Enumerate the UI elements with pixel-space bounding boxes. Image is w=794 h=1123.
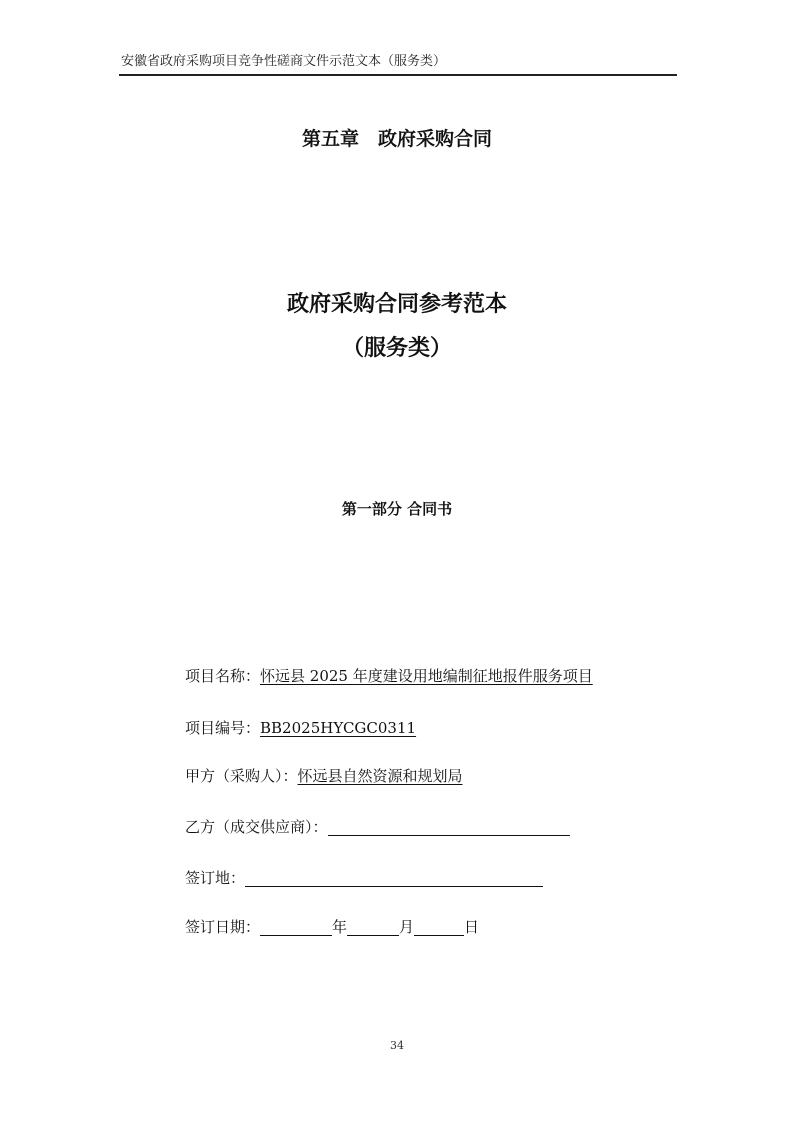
project-number-field: [185, 718, 416, 738]
sign-date-month-label: 月: [399, 918, 415, 936]
sign-date-day-label: 日: [464, 918, 480, 936]
sign-date-label: 签订日期：: [185, 918, 261, 936]
project-name-value: 怀远县 2025 年度建设用地编制征地报件服务项目: [260, 667, 593, 685]
sign-date-day-blank: [414, 919, 464, 936]
party-a-field: [185, 766, 463, 786]
party-b-field: [185, 817, 570, 837]
sign-place-blank-line: [245, 870, 543, 887]
sign-date-year-blank: [260, 919, 332, 936]
sign-date-month-blank: [347, 919, 399, 936]
chapter-title: 第五章 政府采购合同: [301, 128, 492, 150]
sign-place-field: [185, 868, 543, 888]
project-number-value: BB2025HYCGC0311: [260, 719, 417, 737]
part-title: 第一部分 合同书: [341, 500, 453, 518]
party-b-blank-line: [328, 819, 570, 836]
sign-date-year-label: 年: [332, 918, 348, 936]
page-header-text: 安徽省政府采购项目竞争性磋商文件示范文本（服务类）: [121, 54, 447, 69]
document-subtitle: （服务类）: [341, 335, 452, 361]
project-number-label: 项目编号：: [185, 719, 261, 737]
sign-place-label: 签订地：: [185, 869, 246, 887]
page-header: [119, 54, 677, 76]
party-b-label: 乙方（成交供应商）：: [185, 818, 328, 836]
sign-date-field: [185, 917, 479, 937]
page-number: 34: [390, 1039, 404, 1052]
document-title: 政府采购合同参考范本: [286, 291, 507, 317]
project-name-label: 项目名称：: [185, 667, 261, 685]
party-a-value: 怀远县自然资源和规划局: [297, 767, 463, 785]
project-name-field: [185, 666, 593, 686]
party-a-label: 甲方（采购人）：: [185, 767, 298, 785]
